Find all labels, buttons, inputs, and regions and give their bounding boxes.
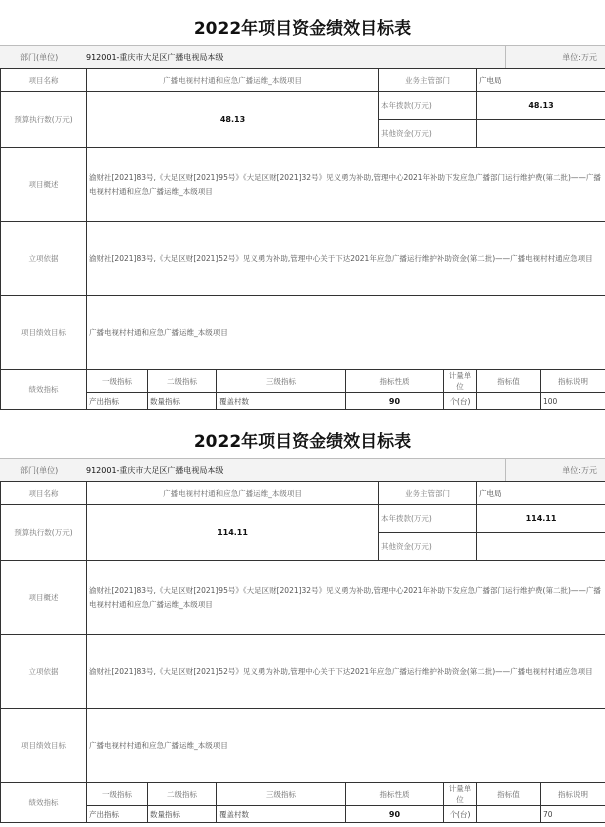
row-cell: 90: [346, 806, 444, 823]
budget-value: 48.13: [87, 92, 379, 148]
basis-text: 渝财社[2021]83号,《大足区财[2021]52号》见义勇为补助,管理中心关于下达2021年应急广播运行维护补助资金(第二批)——广播电视村村通应急项目: [87, 222, 605, 296]
performance-table: [0, 481, 605, 823]
row-cell: [477, 806, 541, 823]
project-name-value: 广播电视村村通和应急广播运维_本级项目: [87, 69, 379, 92]
header-cell: 指标值: [477, 370, 541, 393]
header-cell: 三级指标: [217, 783, 346, 806]
dept-label: 业务主管部门: [379, 69, 477, 92]
unit-divider: [505, 46, 506, 68]
row-cell: 数量指标: [148, 806, 217, 823]
header-cell: 指标说明: [541, 783, 605, 806]
other-label: 其他资金(万元): [379, 120, 477, 148]
unit-row: [0, 45, 605, 69]
row-cell: 产出指标: [87, 806, 148, 823]
other-label: 其他资金(万元): [379, 533, 477, 561]
project-name-label: 项目名称: [1, 69, 87, 92]
row-cell: 个(台): [444, 806, 477, 823]
header-cell: 计量单位: [444, 370, 477, 393]
unit-divider: [505, 459, 506, 481]
row-cell: 个(台): [444, 393, 477, 410]
row-cell: 100: [541, 393, 605, 410]
dept-value: 广电局: [477, 69, 605, 92]
target-text: 广播电视村村通和应急广播运维_本级项目: [87, 296, 605, 370]
money-unit: 单位:万元: [562, 53, 597, 62]
unit-row: [0, 458, 605, 482]
header-cell: 指标性质: [346, 370, 444, 393]
row-cell: 产出指标: [87, 393, 148, 410]
unit-label: 部门(单位): [20, 466, 59, 475]
header-cell: 二级指标: [148, 783, 217, 806]
unit-value: 912001-重庆市大足区广播电视局本级: [86, 53, 224, 62]
header-cell: 一级指标: [87, 783, 148, 806]
other-value: [477, 120, 605, 148]
header-cell: 指标说明: [541, 370, 605, 393]
budget-label: 预算执行数(万元): [1, 92, 87, 148]
unit-value: 912001-重庆市大足区广播电视局本级: [86, 466, 224, 475]
budget-value: 114.11: [87, 505, 379, 561]
other-value: [477, 533, 605, 561]
project-name-value: 广播电视村村通和应急广播运维_本级项目: [87, 482, 379, 505]
header-cell: 指标值: [477, 783, 541, 806]
indicator-label: 绩效指标: [1, 370, 87, 410]
this-year-label: 本年拨款(万元): [379, 92, 477, 120]
row-cell: [477, 393, 541, 410]
project-name-label: 项目名称: [1, 482, 87, 505]
overview-text: 渝财社[2021]83号,《大足区财[2021]95号》《大足区财[2021]32号》见义勇为补助,管理中心2021年补助下发应急广播部门运行维护费(第二批)——广播电视村村通和应急广播运维_本级项目: [87, 148, 605, 222]
this-year-value: 48.13: [477, 92, 605, 120]
unit-label: 部门(单位): [20, 53, 59, 62]
dept-value: 广电局: [477, 482, 605, 505]
this-year-value: 114.11: [477, 505, 605, 533]
header-cell: 二级指标: [148, 370, 217, 393]
sheet-title: 2022年项目资金绩效目标表: [193, 19, 412, 39]
overview-label: 项目概述: [1, 561, 87, 635]
header-cell: 一级指标: [87, 370, 148, 393]
overview-text: 渝财社[2021]83号,《大足区财[2021]95号》《大足区财[2021]32号》见义勇为补助,管理中心2021年补助下发应急广播部门运行维护费(第二批)——广播电视村村通和应急广播运维_本级项目: [87, 561, 605, 635]
row-cell: 90: [346, 393, 444, 410]
target-label: 项目绩效目标: [1, 296, 87, 370]
budget-label: 预算执行数(万元): [1, 505, 87, 561]
sheet-title: 2022年项目资金绩效目标表: [193, 432, 412, 452]
header-cell: 三级指标: [217, 370, 346, 393]
money-unit: 单位:万元: [562, 466, 597, 475]
dept-label: 业务主管部门: [379, 482, 477, 505]
this-year-label: 本年拨款(万元): [379, 505, 477, 533]
target-label: 项目绩效目标: [1, 709, 87, 783]
row-cell: 数量指标: [148, 393, 217, 410]
row-cell: 70: [541, 806, 605, 823]
indicator-label: 绩效指标: [1, 783, 87, 823]
header-cell: 指标性质: [346, 783, 444, 806]
row-cell: 覆盖村数: [217, 806, 346, 823]
basis-label: 立项依据: [1, 222, 87, 296]
basis-text: 渝财社[2021]83号,《大足区财[2021]52号》见义勇为补助,管理中心关于下达2021年应急广播运行维护补助资金(第二批)——广播电视村村通应急项目: [87, 635, 605, 709]
header-cell: 计量单位: [444, 783, 477, 806]
basis-label: 立项依据: [1, 635, 87, 709]
overview-label: 项目概述: [1, 148, 87, 222]
performance-table: [0, 68, 605, 410]
row-cell: 覆盖村数: [217, 393, 346, 410]
target-text: 广播电视村村通和应急广播运维_本级项目: [87, 709, 605, 783]
